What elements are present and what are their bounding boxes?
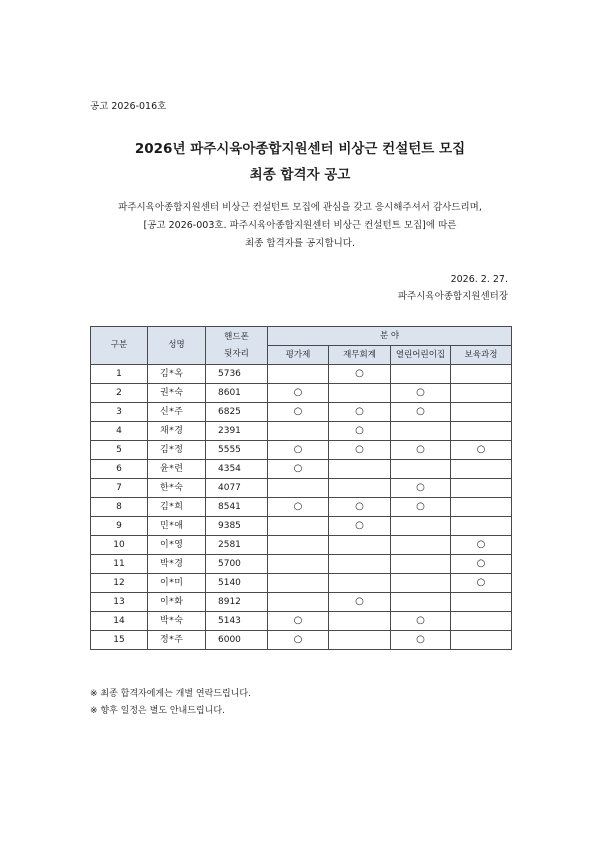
signature-block	[398, 271, 508, 305]
document-title: 2026년 파주시육아종합지원센터 비상근 컨설턴트 모집	[134, 141, 466, 157]
header-field-evaluation: 평가제	[268, 346, 329, 365]
row-field-cell	[391, 422, 451, 441]
row-field-cell	[268, 555, 329, 574]
table-row	[91, 555, 512, 574]
notice-number: 공고 2026-016호	[90, 101, 167, 112]
row-field-cell	[391, 403, 451, 422]
row-field-cell	[268, 460, 329, 479]
table-row	[91, 612, 512, 631]
row-field-cell	[329, 574, 391, 593]
row-name: 권*숙	[148, 384, 206, 403]
row-phone: 2581	[206, 536, 268, 555]
row-field-cell	[329, 593, 391, 612]
body-line-2: [공고 2026-003호. 파주시육아종합지원센터 비상근 컨설턴트 모집]에 따른	[143, 220, 457, 231]
results-table	[90, 326, 512, 650]
header-field-open-daycare: 열린어린이집	[391, 346, 451, 365]
row-field-cell	[268, 422, 329, 441]
row-field-cell	[391, 441, 451, 460]
selected-mark-icon: ○	[416, 387, 425, 398]
row-no: 9	[91, 517, 148, 536]
notice-body	[0, 199, 600, 253]
selected-mark-icon: ○	[355, 520, 364, 531]
row-field-cell	[268, 536, 329, 555]
row-name: 박*경	[148, 555, 206, 574]
row-name: 박*숙	[148, 612, 206, 631]
row-field-cell	[451, 479, 512, 498]
selected-mark-icon: ○	[355, 406, 364, 417]
selected-mark-icon: ○	[416, 482, 425, 493]
row-field-cell	[268, 517, 329, 536]
row-phone: 5736	[206, 365, 268, 384]
row-no: 10	[91, 536, 148, 555]
row-field-cell	[329, 498, 391, 517]
table-row	[91, 479, 512, 498]
row-field-cell	[268, 384, 329, 403]
header-phone-line2: 뒷자리	[224, 348, 249, 359]
row-field-cell	[391, 365, 451, 384]
row-field-cell	[391, 631, 451, 650]
note-2: ※ 향후 일정은 별도 안내드립니다.	[90, 706, 225, 716]
header-field: 분 야	[268, 327, 512, 346]
row-field-cell	[329, 441, 391, 460]
row-field-cell	[329, 631, 391, 650]
selected-mark-icon: ○	[293, 444, 303, 455]
row-field-cell	[329, 384, 391, 403]
selected-mark-icon: ○	[476, 444, 486, 455]
row-field-cell	[329, 365, 391, 384]
row-field-cell	[329, 479, 391, 498]
row-no: 2	[91, 384, 148, 403]
selected-mark-icon: ○	[355, 368, 364, 379]
row-field-cell	[451, 574, 512, 593]
row-field-cell	[391, 574, 451, 593]
selected-mark-icon: ○	[293, 406, 303, 417]
table-row	[91, 593, 512, 612]
row-phone: 5555	[206, 441, 268, 460]
header-phone	[206, 327, 268, 365]
row-field-cell	[451, 384, 512, 403]
table-row	[91, 460, 512, 479]
row-phone: 8601	[206, 384, 268, 403]
row-name: 민*애	[148, 517, 206, 536]
row-no: 5	[91, 441, 148, 460]
row-field-cell	[268, 612, 329, 631]
selected-mark-icon: ○	[293, 501, 303, 512]
selected-mark-icon: ○	[476, 558, 486, 569]
selected-mark-icon: ○	[293, 615, 303, 626]
row-field-cell	[268, 403, 329, 422]
row-no: 11	[91, 555, 148, 574]
row-phone: 6825	[206, 403, 268, 422]
results-table-body	[91, 365, 512, 650]
row-field-cell	[268, 365, 329, 384]
header-phone-line1: 핸드폰	[224, 331, 249, 342]
row-field-cell	[329, 460, 391, 479]
selected-mark-icon: ○	[293, 463, 303, 474]
notice-date: 2026. 2. 27.	[450, 274, 508, 285]
table-row	[91, 365, 512, 384]
row-name: 정*주	[148, 631, 206, 650]
row-phone: 8912	[206, 593, 268, 612]
row-field-cell	[451, 460, 512, 479]
row-phone: 4077	[206, 479, 268, 498]
row-field-cell	[391, 498, 451, 517]
row-field-cell	[451, 536, 512, 555]
selected-mark-icon: ○	[355, 501, 364, 512]
table-row	[91, 631, 512, 650]
row-field-cell	[329, 612, 391, 631]
table-row	[91, 536, 512, 555]
row-field-cell	[391, 612, 451, 631]
row-no: 12	[91, 574, 148, 593]
row-no: 6	[91, 460, 148, 479]
row-field-cell	[329, 517, 391, 536]
row-name: 김*옥	[148, 365, 206, 384]
document-subtitle: 최종 합격자 공고	[249, 167, 351, 183]
row-field-cell	[268, 498, 329, 517]
row-field-cell	[391, 593, 451, 612]
row-field-cell	[268, 479, 329, 498]
body-line-1: 파주시육아종합지원센터 비상근 컨설턴트 모집에 관심을 갖고 응시해주셔서 감사드리며,	[118, 202, 482, 213]
row-name: 신*주	[148, 403, 206, 422]
row-name: 김*정	[148, 441, 206, 460]
selected-mark-icon: ○	[476, 577, 486, 588]
row-name: 이*영	[148, 536, 206, 555]
row-field-cell	[451, 365, 512, 384]
row-no: 3	[91, 403, 148, 422]
row-field-cell	[391, 536, 451, 555]
row-name: 윤*련	[148, 460, 206, 479]
selected-mark-icon: ○	[416, 444, 425, 455]
row-no: 8	[91, 498, 148, 517]
row-field-cell	[391, 555, 451, 574]
row-name: 김*희	[148, 498, 206, 517]
row-field-cell	[451, 441, 512, 460]
row-phone: 8541	[206, 498, 268, 517]
row-field-cell	[451, 422, 512, 441]
row-field-cell	[329, 536, 391, 555]
row-phone: 4354	[206, 460, 268, 479]
row-no: 14	[91, 612, 148, 631]
selected-mark-icon: ○	[416, 501, 425, 512]
row-name: 이*화	[148, 593, 206, 612]
selected-mark-icon: ○	[355, 444, 364, 455]
issuer-name: 파주시육아종합지원센터장	[397, 291, 508, 302]
selected-mark-icon: ○	[293, 634, 303, 645]
row-field-cell	[451, 403, 512, 422]
row-field-cell	[451, 517, 512, 536]
row-field-cell	[329, 555, 391, 574]
table-row	[91, 498, 512, 517]
row-field-cell	[268, 593, 329, 612]
row-phone: 6000	[206, 631, 268, 650]
table-row	[91, 384, 512, 403]
table-row	[91, 517, 512, 536]
selected-mark-icon: ○	[476, 539, 486, 550]
row-field-cell	[268, 574, 329, 593]
row-field-cell	[329, 422, 391, 441]
header-no: 구분	[91, 327, 148, 365]
row-name: 채*경	[148, 422, 206, 441]
row-field-cell	[268, 631, 329, 650]
row-field-cell	[451, 555, 512, 574]
row-field-cell	[451, 631, 512, 650]
table-row	[91, 403, 512, 422]
row-field-cell	[451, 498, 512, 517]
body-line-3: 최종 합격자를 공지합니다.	[244, 238, 355, 249]
row-field-cell	[451, 612, 512, 631]
table-row	[91, 574, 512, 593]
row-phone: 5140	[206, 574, 268, 593]
row-no: 4	[91, 422, 148, 441]
selected-mark-icon: ○	[416, 615, 425, 626]
row-field-cell	[391, 517, 451, 536]
row-field-cell	[391, 384, 451, 403]
row-field-cell	[329, 403, 391, 422]
header-field-accounting: 재무회계	[329, 346, 391, 365]
row-phone: 2391	[206, 422, 268, 441]
row-name: 이*미	[148, 574, 206, 593]
row-name: 한*숙	[148, 479, 206, 498]
row-field-cell	[268, 441, 329, 460]
table-row	[91, 441, 512, 460]
row-no: 1	[91, 365, 148, 384]
selected-mark-icon: ○	[293, 387, 303, 398]
row-no: 15	[91, 631, 148, 650]
header-field-curriculum: 보육과정	[451, 346, 512, 365]
row-phone: 5143	[206, 612, 268, 631]
row-field-cell	[451, 593, 512, 612]
table-row	[91, 422, 512, 441]
header-name: 성명	[148, 327, 206, 365]
row-field-cell	[391, 479, 451, 498]
selected-mark-icon: ○	[416, 634, 425, 645]
selected-mark-icon: ○	[416, 406, 425, 417]
row-field-cell	[391, 460, 451, 479]
row-no: 7	[91, 479, 148, 498]
note-1: ※ 최종 합격자에게는 개별 연락드립니다.	[90, 689, 251, 699]
row-phone: 9385	[206, 517, 268, 536]
selected-mark-icon: ○	[355, 596, 364, 607]
row-no: 13	[91, 593, 148, 612]
row-phone: 5700	[206, 555, 268, 574]
selected-mark-icon: ○	[355, 425, 364, 436]
